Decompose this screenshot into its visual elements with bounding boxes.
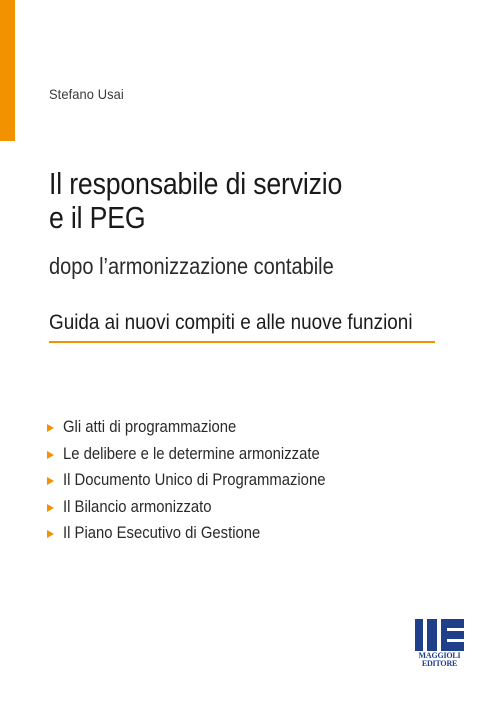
maggioli-logo-icon: [415, 619, 464, 651]
author-name: Stefano Usai: [49, 86, 124, 102]
list-item: [47, 471, 355, 498]
logo-stripe: [447, 639, 464, 642]
book-title: [49, 167, 489, 235]
logo-stripe: [447, 628, 464, 631]
topic-label: Il Documento Unico di Programmazione: [63, 471, 326, 489]
orange-accent-bar: [0, 0, 15, 141]
list-item: [47, 445, 355, 472]
title-line-2: e il PEG: [49, 200, 146, 235]
topics-list: [47, 418, 355, 551]
topic-label: Il Bilancio armonizzato: [63, 497, 212, 516]
triangle-bullet-icon: [47, 424, 54, 432]
topic-label: Gli atti di programmazione: [63, 418, 237, 436]
topic-label: Le delibere e le determine armonizzate: [63, 444, 320, 463]
triangle-bullet-icon: [47, 504, 54, 512]
publisher-logo: [415, 619, 465, 669]
tagline-underline: [49, 341, 435, 343]
topic-label: Il Piano Esecutivo di Gestione: [63, 524, 261, 542]
triangle-bullet-icon: [47, 451, 54, 459]
guide-tagline: Guida ai nuovi compiti e alle nuove funzioni: [49, 311, 413, 334]
list-item: [47, 498, 355, 525]
publisher-name: MAGGIOLI: [418, 651, 461, 660]
list-item: [47, 524, 355, 551]
list-item: [47, 418, 355, 445]
triangle-bullet-icon: [47, 477, 54, 485]
book-subtitle: dopo l’armonizzazione contabile: [49, 253, 334, 279]
triangle-bullet-icon: [47, 530, 54, 538]
title-line-1: Il responsabile di servizio: [49, 166, 343, 201]
publisher-label: EDITORE: [421, 659, 458, 668]
